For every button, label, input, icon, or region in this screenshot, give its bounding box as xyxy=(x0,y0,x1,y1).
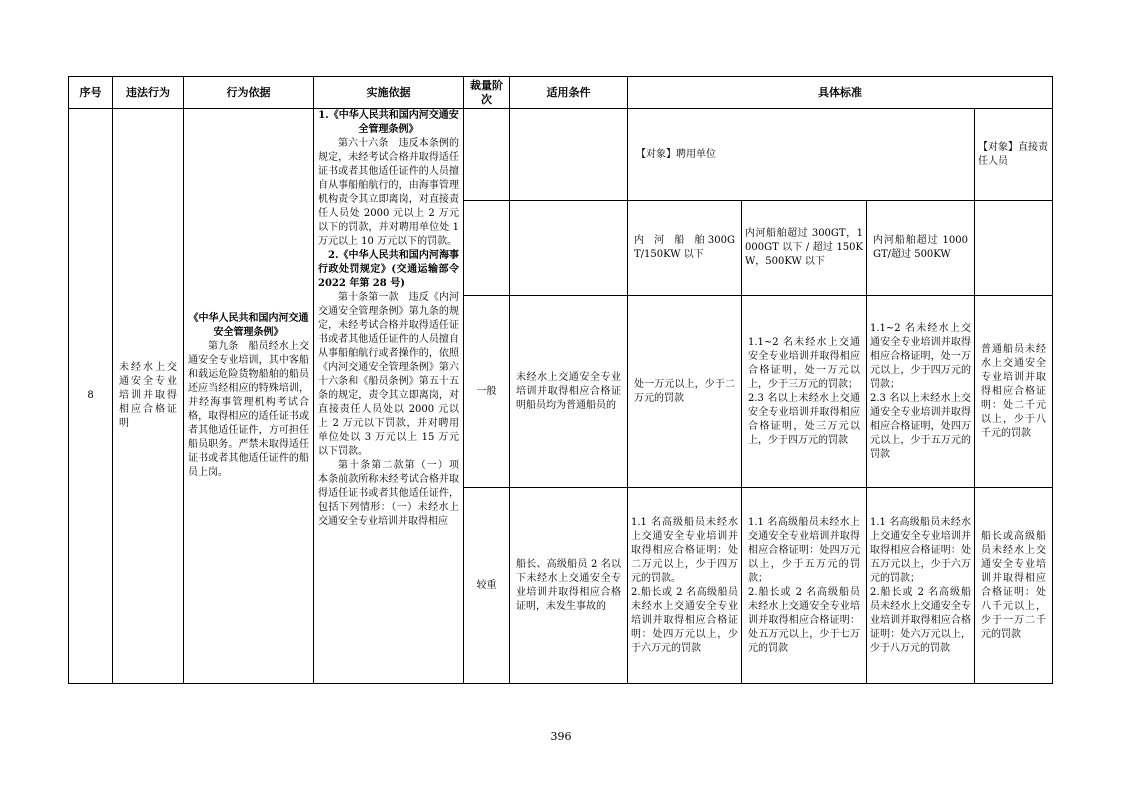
impl-body-3: 第十条第二款第（一）项 本条前款所称未经考试合格并取得适任证书或者其他适任证件，包括下列情形：（一）未经水上交通安全专业培训并取得相应 xyxy=(318,460,469,527)
impl-body-2: 第十条第一款 违反《内河交通安全管理条例》第九条的规定，未经考试合格并取得适任证书或者其他适任证件的人员擅自从事船舶航行或者操作的，依照《内河交通安全管理条例》第六十六条和《船员条例》第五十五条的规定，责令其立即离岗，对直接责任人员处以 2000 元以上 2 万元以下罚款，并对聘用单位处以 3 万元以上 15 万元以下罚款。 xyxy=(318,292,459,457)
basis-cell xyxy=(184,109,314,684)
impl-body-1: 第六十六条 违反本条例的规定，未经考试合格并取得适任证书或者其他适任证件的人员擅自从事船舶航行的，由海事管理机构责令其立即离岗，对直接责任人员处 2000 元以上 2 万元以下的罚款，并对聘用单位处 1 万元以上 10 万元以下的罚款。 xyxy=(318,138,459,247)
header-impl: 实施依据 xyxy=(314,77,464,109)
std-general-4: 普通船员未经水上交通安全专业培训并取得相应合格证明：处二千元以上，少于八千元的罚款 xyxy=(975,296,1053,488)
std-general-3: 1.1~2 名未经水上交通安全专业培训并取得相应合格证明，处一万元以上，少于四万元的罚款； 2.3 名以上未经水上交通安全专业培训并取得相应合格证明，处四万元以上，少于五万元的罚款 xyxy=(867,296,975,488)
cond-empty-1 xyxy=(510,109,628,201)
basis-body: 第九条 船员经水上交通安全专业培训，其中客船和载运危险货物船舶的船员还应当经相应的特殊培训，并经海事管理机构考试合格，取得相应的适任证书或者其他适任证件，方可担任船员职务。严禁未取得适任证书或者其他适任证件的船员上岗。 xyxy=(188,341,309,478)
cond-empty-2 xyxy=(510,201,628,296)
cond-general: 未经水上交通安全专业培训并取得相应合格证明船员均为普通船员的 xyxy=(510,296,628,488)
impl-title-1: 1.《中华人民共和国内河交通安全管理条例》 xyxy=(318,110,459,135)
std-sub-4 xyxy=(975,201,1053,296)
header-level: 裁量阶次 xyxy=(464,77,510,109)
std-heavy-3: 1.1 名高级船员未经水上交通安全专业培训并取得相应合格证明：处五万元以上，少于六万元的罚款； 2.船长或 2 名高级船员未经水上交通安全专业培训并取得相应合格证明：处六万元以上，少于八万元的罚款 xyxy=(867,488,975,684)
level-general: 一般 xyxy=(464,296,510,488)
header-basis: 行为依据 xyxy=(184,77,314,109)
level-empty-1 xyxy=(464,109,510,201)
header-row xyxy=(69,77,1053,109)
std-target-row xyxy=(69,109,1053,201)
std-sub-1: 内 河 船 舶 300GT/150KW 以下 xyxy=(628,201,742,296)
basis-title: 《中华人民共和国内河交通安全管理条例》 xyxy=(188,313,309,338)
header-cond: 适用条件 xyxy=(510,77,628,109)
behavior-cell: 未经水上交通安全专业培训并取得相应合格证明 xyxy=(113,109,184,684)
header-std: 具体标准 xyxy=(628,77,1053,109)
page-number: 396 xyxy=(550,730,572,743)
std-sub-3: 内河船舶超过 1000GT/超过 500KW xyxy=(867,201,975,296)
header-behavior: 违法行为 xyxy=(113,77,184,109)
target-employer: 【对象】聘用单位 xyxy=(628,109,975,201)
level-heavy: 较重 xyxy=(464,488,510,684)
std-general-1: 处一万元以上，少于二万元的罚款 xyxy=(628,296,742,488)
impl-cell xyxy=(314,109,469,684)
impl-title-2: 2.《中华人民共和国内河海事行政处罚规定》(交通运输部令 2022 年第 28 号) xyxy=(318,250,459,289)
std-heavy-2: 1.1 名高级船员未经水上交通安全专业培训并取得相应合格证明：处四万元以上，少于五万元的罚款； 2.船长或 2 名高级船员未经水上交通安全专业培训并取得相应合格证明：处五万元以上，少于七万元的罚款 xyxy=(742,488,867,684)
target-direct: 【对象】直接责任人员 xyxy=(975,109,1053,201)
header-seq: 序号 xyxy=(69,77,113,109)
seq-cell: 8 xyxy=(69,109,113,684)
std-general-2: 1.1~2 名未经水上交通安全专业培训并取得相应合格证明，处一万元以上，少于三万元的罚款； 2.3 名以上未经水上交通安全专业培训并取得相应合格证明，处三万元以上，少于四万元的罚款 xyxy=(742,296,867,488)
std-heavy-1: 1.1 名高级船员未经水上交通安全专业培训并取得相应合格证明：处二万元以上，少于四万元的罚款。 2.船长或 2 名高级船员未经水上交通安全专业培训并取得相应合格证明：处四万元以上，少于六万元的罚款 xyxy=(628,488,742,684)
penalty-table xyxy=(68,76,1053,684)
cond-heavy: 船长、高级船员 2 名以下未经水上交通安全专业培训并取得相应合格证明，未发生事故的 xyxy=(510,488,628,684)
std-heavy-4: 船长或高级船员未经水上交通安全专业培训并取得相应合格证明：处八千元以上，少于一万二千元的罚款 xyxy=(975,488,1053,684)
std-sub-2: 内河船舶超过 300GT，1000GT 以下 / 超过 150KW，500KW 以下 xyxy=(742,201,867,296)
level-empty-2 xyxy=(464,201,510,296)
